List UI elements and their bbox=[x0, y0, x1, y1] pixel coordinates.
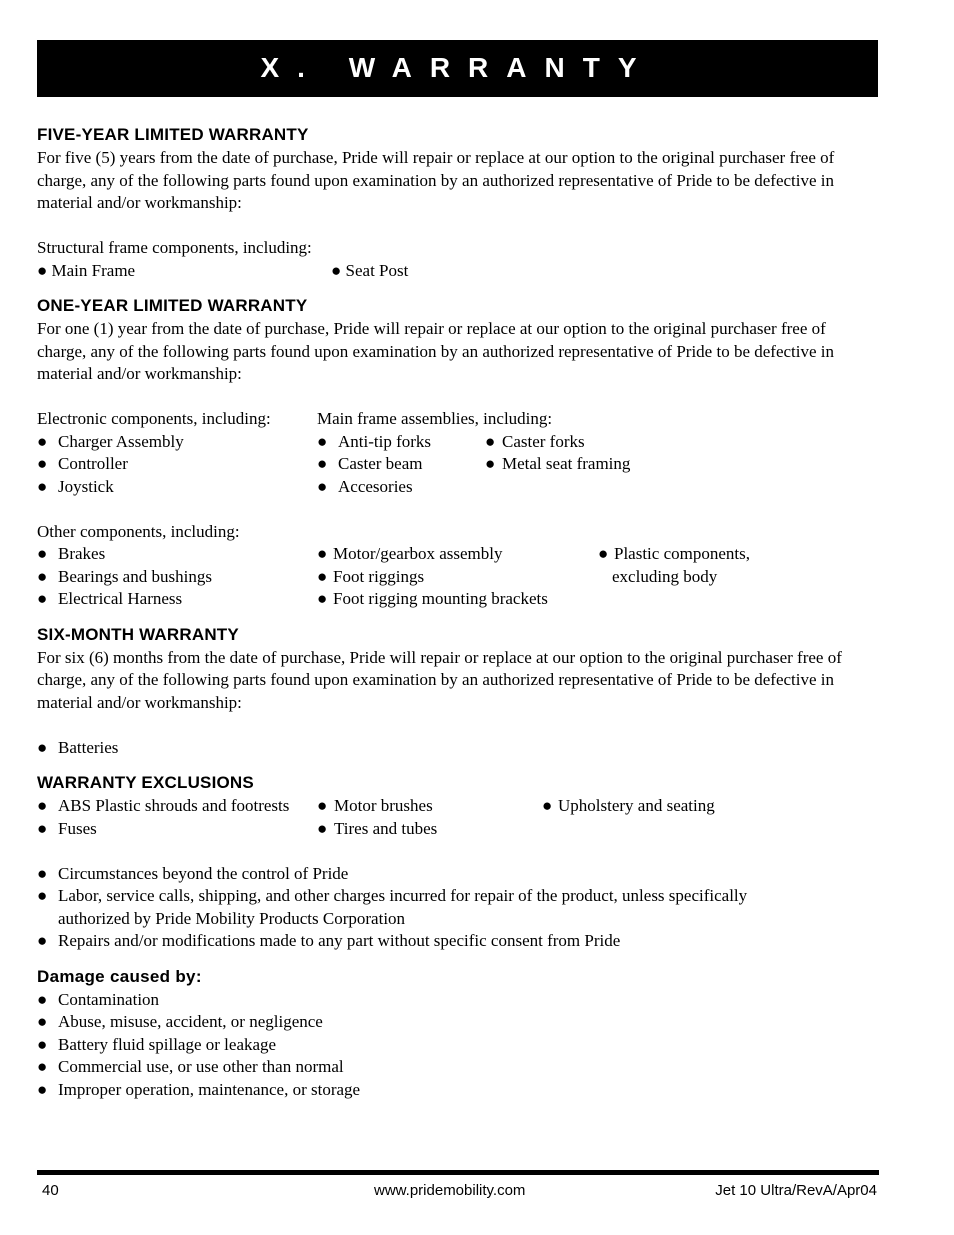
list-item: ● Battery fluid spillage or leakage bbox=[37, 1034, 277, 1054]
one-year-heading: ONE-YEAR LIMITED WARRANTY bbox=[37, 296, 308, 315]
list-item: ● Abuse, misuse, accident, or negligence bbox=[37, 1012, 323, 1031]
footer-doc-id: Jet 10 Ultra/RevA/Apr04 bbox=[715, 1182, 877, 1199]
list-item: ● Labor, service calls, shipping, and other charges incurred for repair of the product, unless specifically bbox=[37, 886, 748, 905]
list-item: ● Foot rigging mounting brackets bbox=[317, 589, 548, 608]
five-year-list bbox=[37, 260, 877, 283]
electronic-title: Electronic components, including: bbox=[37, 409, 271, 428]
section-title: X. WARRANTY bbox=[260, 52, 655, 84]
one-year-components bbox=[37, 408, 877, 498]
list-item: ● Repairs and/or modifications made to any part without specific consent from Pride bbox=[37, 931, 621, 950]
list-item: ● Foot riggings bbox=[317, 566, 425, 586]
list-item: ● Seat Post bbox=[331, 260, 409, 280]
five-year-heading: FIVE-YEAR LIMITED WARRANTY bbox=[37, 125, 309, 144]
list-item-continuation: authorized by Pride Mobility Products Corporation bbox=[58, 908, 406, 928]
list-item: ● Anti-tip forks bbox=[317, 431, 432, 451]
six-month-heading: SIX-MONTH WARRANTY bbox=[37, 624, 239, 644]
list-item: ● Plastic components, bbox=[598, 544, 750, 563]
list-item: ● Metal seat framing bbox=[485, 454, 631, 473]
exclusions-list bbox=[37, 795, 877, 840]
list-item: ● Upholstery and seating bbox=[542, 796, 715, 815]
list-item: ● Contamination bbox=[37, 989, 160, 1009]
other-components bbox=[37, 543, 877, 611]
mainframe-assemblies bbox=[317, 408, 630, 498]
other-title: Other components, including: bbox=[37, 521, 240, 541]
list-item: ● Improper operation, maintenance, or storage bbox=[37, 1079, 361, 1099]
page-number: 40 bbox=[42, 1182, 59, 1199]
list-item: ● Motor brushes bbox=[317, 796, 433, 815]
exclusions-heading: WARRANTY EXCLUSIONS bbox=[37, 773, 254, 792]
six-month-body: For six (6) months from the date of purchase, Pride will repair or replace at our option to the original purchaser free of charge, any of the following parts found upon examination by an authorized representative of Pride to be defective in material and/or workmanship: bbox=[37, 647, 842, 712]
one-year-body: For one (1) year from the date of purchase, Pride will repair or replace at our option to the original purchaser free of charge, any of the following parts found upon examination by an authorized representative of Pride to be defective in material and/or workmanship: bbox=[37, 319, 835, 383]
warranty-content bbox=[37, 123, 877, 1101]
list-item: ● Fuses bbox=[37, 818, 97, 838]
list-item: ● Main Frame bbox=[37, 260, 136, 280]
footer-divider bbox=[37, 1170, 879, 1175]
list-item: ● Electrical Harness bbox=[37, 589, 183, 608]
list-item: ● Joystick bbox=[37, 476, 114, 496]
list-item: ● ABS Plastic shrouds and footrests bbox=[37, 796, 290, 815]
list-item: ● Caster beam bbox=[317, 454, 423, 473]
list-item: ● Controller bbox=[37, 454, 128, 473]
list-item: ● Tires and tubes bbox=[317, 818, 438, 838]
list-item: ● Charger Assembly bbox=[37, 431, 184, 451]
list-item: ● Brakes bbox=[37, 544, 106, 563]
list-item: ● Commercial use, or use other than normal bbox=[37, 1057, 344, 1076]
mainframe-title: Main frame assemblies, including: bbox=[317, 409, 553, 428]
footer-website: www.pridemobility.com bbox=[374, 1182, 526, 1199]
five-year-list-title: Structural frame components, including: bbox=[37, 238, 312, 257]
list-item: ● Batteries bbox=[37, 737, 119, 757]
five-year-body: For five (5) years from the date of purchase, Pride will repair or replace at our option to the original purchaser free of charge, any of the following parts found upon examination by an authorized representative of Pride to be defective in material and/or workmanship: bbox=[37, 148, 835, 212]
list-item: ● Motor/gearbox assembly bbox=[317, 544, 503, 563]
list-item: ● Circumstances beyond the control of Pride bbox=[37, 863, 349, 883]
section-title-banner bbox=[37, 40, 878, 97]
electronic-components bbox=[37, 408, 317, 498]
list-item: ● Bearings and bushings bbox=[37, 566, 212, 586]
damage-heading: Damage caused by: bbox=[37, 966, 202, 986]
list-item-continuation: excluding body bbox=[612, 566, 718, 586]
list-item: ● Accesories bbox=[317, 476, 413, 496]
list-item: ● Caster forks bbox=[485, 431, 585, 451]
